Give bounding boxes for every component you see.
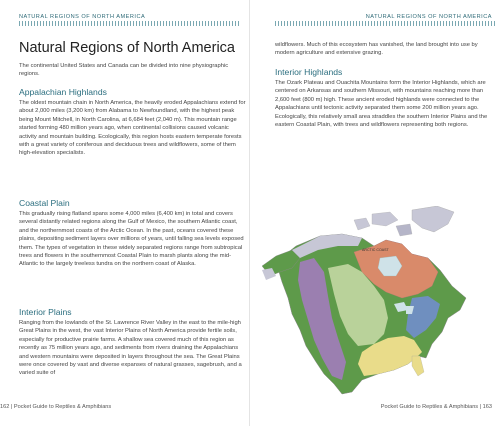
intro-paragraph: The continental United States and Canada can be divided into nine physiographic regions. xyxy=(19,63,229,78)
running-head-left: NATURAL REGIONS OF NORTH AMERICA xyxy=(19,14,146,20)
continuation-paragraph: wildflowers. Much of this ecosystem has vanished, the land brought into use by modern agriculture and extensive grazing. xyxy=(275,42,478,57)
natural-regions-map xyxy=(262,206,494,396)
heading-interior-highlands: Interior Highlands xyxy=(275,67,343,77)
heading-appalachian-highlands: Appalachian Highlands xyxy=(19,87,107,97)
tick-rule-right xyxy=(275,21,497,26)
map-label-arctic-coast: ARCTIC COAST xyxy=(362,248,389,252)
body-interior-plains: Ranging from the lowlands of the St. Lawrence River Valley in the east to the mile-high Great Plains in the west, the vast Interior Plains of North America provide fertile soils, especially for productive prairie farms. A shallow sea covered much of this region as recently as 75 million years ago, and sediments from rivers draining the Appalachians and western mountains were deposited in layers throughout the sea. The Great Plains were once covered by vast and diverse expanses of natural grasses, sagebrush, and a varied suite of xyxy=(19,320,242,377)
running-head-right: NATURAL REGIONS OF NORTH AMERICA xyxy=(365,14,492,20)
tick-rule-left xyxy=(19,21,241,26)
heading-coastal-plain: Coastal Plain xyxy=(19,198,70,208)
body-appalachian-highlands: The oldest mountain chain in North America, the heavily eroded Appalachians extend for about 2,000 miles (3,200 km) from Alabama to Newfoundland, with the highest peak being Mount Mitchell, in North Carolina, at 6,684 feet (2,040 m). This mountain range started forming 480 million years ago, when continental collisions caused volcanic activity and mountain building. Ecologically, this region hosts eastern temperate forests with a great variety of coniferous and deciduous trees and wildflowers, some of them high-elevation specialists. xyxy=(19,100,246,157)
body-coastal-plain: This gradually rising flatland spans some 4,000 miles (6,400 km) in total and covers several distantly related regions along the Gulf of Mexico, the southern Atlantic coast, and the northernmost coasts of the Arctic Ocean. In the past, oceans covered these plains, depositing sediment layers over millions of years, until falling sea levels exposed them. The types of vegetation in these widely separated regions range from subtropical trees and flowers in the southernmost Coastal Plain to marsh plants along the mid-Atlantic to the largely treeless tundra on the northern coast of Alaska. xyxy=(19,211,244,268)
footer-left: 162 | Pocket Guide to Reptiles & Amphibians xyxy=(0,404,112,410)
heading-interior-plains: Interior Plains xyxy=(19,307,72,317)
body-interior-highlands: The Ozark Plateau and Ouachita Mountains form the Interior Highlands, which are centered on Arkansas and southern Missouri, with mountains reaching more than 2,600 feet (800 m) high. These ancient eroded highlands were connected to the Appalachians until tectonic activity separated them some 200 million years ago. Ecologically, this relatively small area straddles the southern Interior Plains and the eastern Coastal Plain, with trees and wildflowers representing both regions. xyxy=(275,80,488,129)
page-title: Natural Regions of North America xyxy=(19,40,235,56)
footer-right: Pocket Guide to Reptiles & Amphibians | 163 xyxy=(380,404,492,410)
